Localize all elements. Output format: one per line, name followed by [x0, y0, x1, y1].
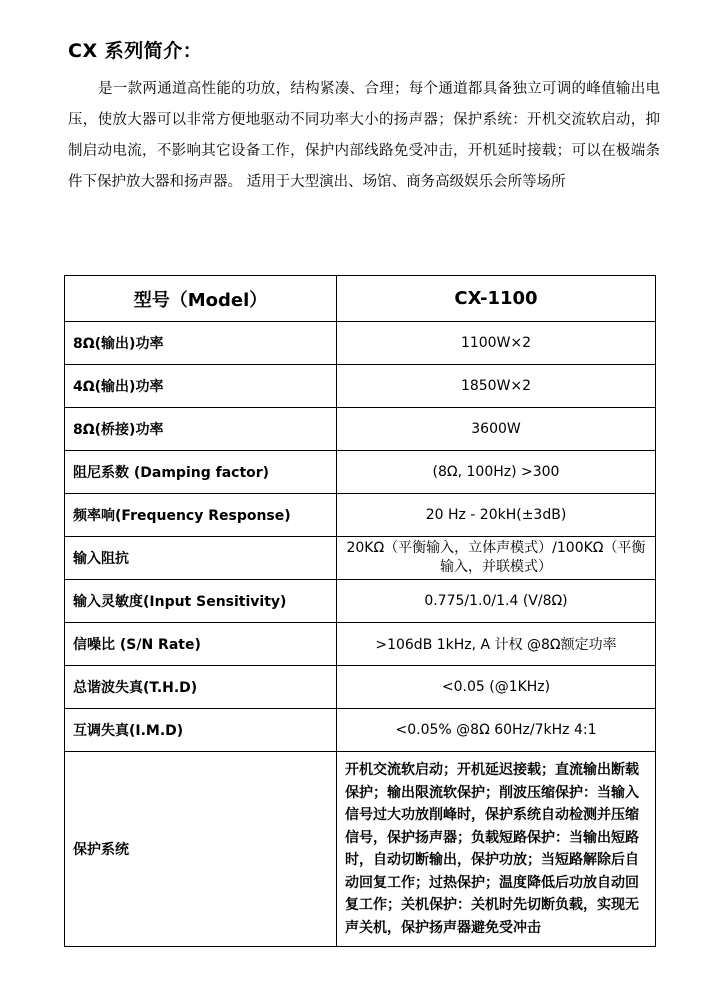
row-label: 输入灵敏度(Input Sensitivity)	[65, 580, 337, 623]
row-value: 20 Hz - 20kH(±3dB)	[337, 494, 656, 537]
table-row	[65, 752, 656, 947]
row-value: 20KΩ（平衡输入，立体声模式）/100KΩ（平衡输入，并联模式）	[337, 537, 656, 580]
row-value: >106dB 1kHz, A 计权 @8Ω额定功率	[337, 623, 656, 666]
row-label: 8Ω(输出)功率	[65, 322, 337, 365]
table-row	[65, 580, 656, 623]
table-row	[65, 365, 656, 408]
row-label: 信噪比 (S/N Rate)	[65, 623, 337, 666]
table-row	[65, 494, 656, 537]
row-value: 开机交流软启动；开机延迟接载；直流输出断载保护；输出限流软保护；削波压缩保护：当输入信号过大功放削峰时，保护系统自动检测并压缩信号，保护扬声器；负载短路保护：当输出短路时，自动切断输出，保护功放；当短路解除后自动回复工作；过热保护；温度降低后功放自动回复工作；关机保护：关机时先切断负载，实现无声关机，保护扬声器避免受冲击	[337, 752, 656, 947]
row-value: <0.05% @8Ω 60Hz/7kHz 4:1	[337, 709, 656, 752]
table-row	[65, 451, 656, 494]
header-label-cell: 型号（Model）	[65, 276, 337, 322]
table-row	[65, 623, 656, 666]
row-value: (8Ω, 100Hz) >300	[337, 451, 656, 494]
row-label: 总谐波失真(T.H.D)	[65, 666, 337, 709]
intro-paragraph: 是一款两通道高性能的功放，结构紧凑、合理；每个通道都具备独立可调的峰值输出电压，使放大器可以非常方便地驱动不同功率大小的扬声器；保护系统：开机交流软启动，抑制启动电流，不影响其它设备工作，保护内部线路免受冲击，开机延时接载；可以在极端条件下保护放大器和扬声器。 适用于大型演出、场馆、商务高级娱乐会所等场所	[68, 81, 660, 190]
spec-table	[64, 275, 656, 947]
row-label: 保护系统	[65, 752, 337, 947]
table-row	[65, 666, 656, 709]
row-label: 频率响(Frequency Response)	[65, 494, 337, 537]
table-row	[65, 709, 656, 752]
row-label: 4Ω(输出)功率	[65, 365, 337, 408]
row-label: 8Ω(桥接)功率	[65, 408, 337, 451]
row-label: 阻尼系数 (Damping factor)	[65, 451, 337, 494]
table-row	[65, 322, 656, 365]
table-row	[65, 537, 656, 580]
row-label: 输入阻抗	[65, 537, 337, 580]
header-model-cell: CX-1100	[337, 276, 656, 322]
row-value: 0.775/1.0/1.4 (V/8Ω)	[337, 580, 656, 623]
row-value: 1100W×2	[337, 322, 656, 365]
table-row	[65, 408, 656, 451]
row-value: <0.05 (@1KHz)	[337, 666, 656, 709]
row-value: 3600W	[337, 408, 656, 451]
row-value: 1850W×2	[337, 365, 656, 408]
page-title: CX 系列简介：	[68, 40, 203, 62]
row-label: 互调失真(I.M.D)	[65, 709, 337, 752]
table-header-row	[65, 276, 656, 322]
